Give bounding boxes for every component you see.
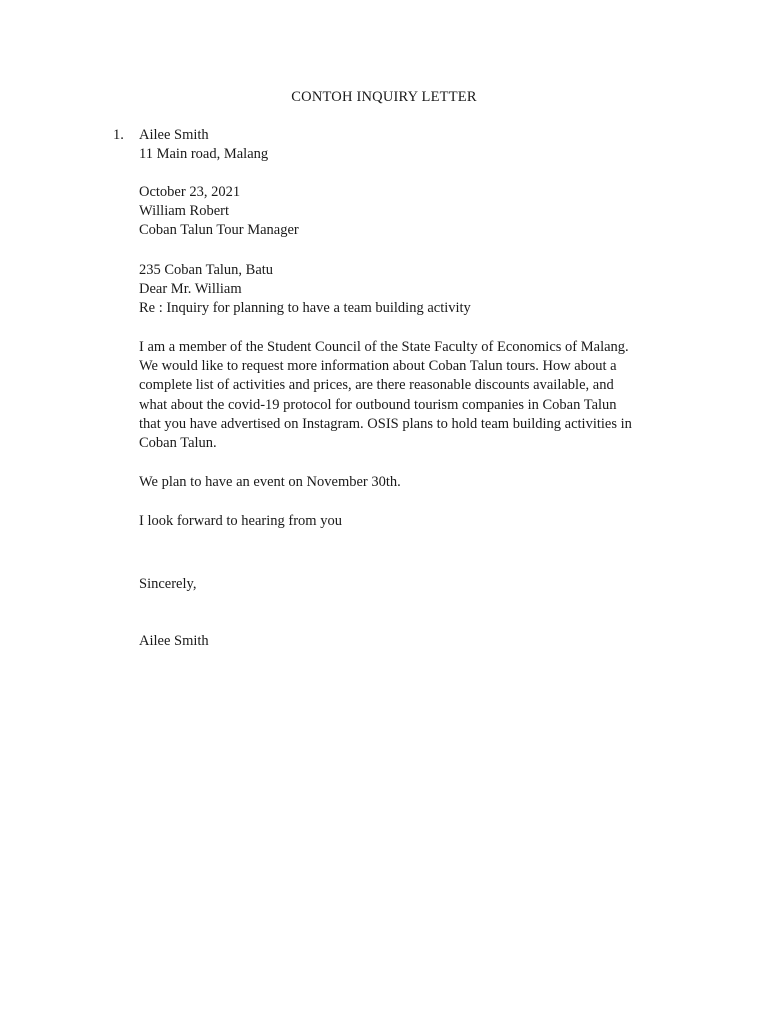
body-line: that you have advertised on Instagram. OSIS plans to hold team building activities in	[139, 415, 632, 432]
signature-name: Ailee Smith	[139, 633, 209, 649]
recipient-position: Coban Talun Tour Manager	[139, 222, 299, 239]
body-line: Coban Talun.	[139, 435, 217, 452]
recipient-name: William Robert	[139, 203, 230, 220]
body-paragraph	[139, 338, 699, 453]
letter-title: CONTOH INQUIRY LETTER	[291, 89, 477, 105]
recipient-address: 235 Coban Talun, Batu	[139, 262, 274, 278]
recipient-block	[139, 183, 699, 241]
sender-address: 11 Main road, Malang	[139, 146, 269, 163]
body-line: We would like to request more information about Coban Talun tours. How about a	[139, 358, 617, 375]
list-number: 1.	[113, 127, 124, 143]
body-line: complete list of activities and prices, are there reasonable discounts available, and	[139, 377, 614, 394]
event-paragraph	[139, 473, 699, 492]
sign-off-block	[139, 575, 699, 594]
sender-name: Ailee Smith	[139, 127, 209, 143]
salutation: Dear Mr. William	[139, 281, 242, 298]
closing-line: I look forward to hearing from you	[139, 513, 342, 529]
letter-date: October 23, 2021	[139, 184, 241, 200]
signature-block	[139, 632, 699, 651]
event-line: We plan to have an event on November 30th.	[139, 474, 401, 490]
body-line: what about the covid-19 protocol for outbound tourism companies in Coban Talun	[139, 396, 617, 413]
subject-line: Re : Inquiry for planning to have a team building activity	[139, 300, 471, 317]
address-block	[139, 261, 699, 319]
body-line: I am a member of the Student Council of the State Faculty of Economics of Malang.	[139, 339, 629, 355]
sender-block	[139, 126, 699, 164]
sign-off: Sincerely,	[139, 576, 197, 592]
closing-paragraph	[139, 512, 699, 531]
